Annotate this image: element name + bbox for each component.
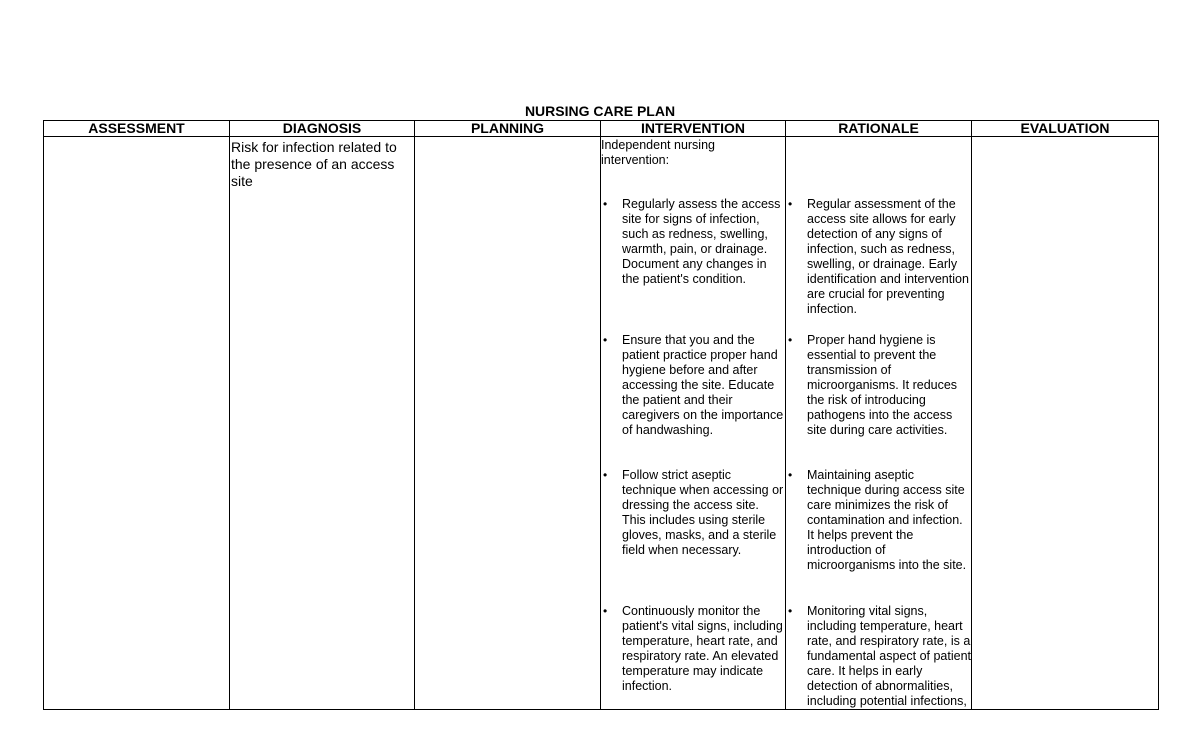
rationale-text: Proper hand hygiene is essential to prevent the transmission of microorganisms. It reduces the risk of introducing pathogens into the access site during care activities. (807, 333, 958, 437)
page-title: NURSING CARE PLAN (524, 103, 676, 119)
rationale-text: Maintaining aseptic technique during access site care minimizes the risk of contamination and infection. It helps prevent the introduction of microorganisms into the site. (807, 468, 967, 572)
header-rationale: RATIONALE (786, 121, 972, 137)
bullet-icon: • (788, 604, 793, 618)
rationale-item (786, 197, 971, 317)
care-plan-table (43, 120, 1159, 710)
header-intervention: INTERVENTION (601, 121, 786, 137)
rationale-text: Monitoring vital signs, including temperature, heart rate, and respiratory rate, is a fundamental aspect of patient care. It helps in early detection of abnormalities, including potential infections, (807, 604, 972, 708)
bullet-icon: • (603, 197, 608, 211)
intervention-item (601, 604, 785, 694)
header-row (44, 121, 1159, 137)
intervention-text: Regularly assess the access site for signs of infection, such as redness, swelling, warmth, pain, or drainage. Document any changes in the patient's condition. (622, 197, 781, 286)
bullet-icon: • (603, 333, 608, 347)
planning-cell (415, 137, 601, 710)
rationale-item (786, 604, 971, 709)
bullet-icon: • (788, 468, 793, 482)
assessment-cell (44, 137, 230, 710)
intervention-text: Follow strict aseptic technique when accessing or dressing the access site. This includes using sterile gloves, masks, and a sterile field when necessary. (622, 468, 784, 557)
evaluation-cell (972, 137, 1159, 710)
header-evaluation: EVALUATION (972, 121, 1159, 137)
header-assessment: ASSESSMENT (44, 121, 230, 137)
bullet-icon: • (788, 333, 793, 347)
intervention-item (601, 468, 785, 558)
bullet-icon: • (603, 604, 608, 618)
rationale-item (786, 468, 971, 573)
intervention-text: Ensure that you and the patient practice proper hand hygiene before and after accessing the site. Educate the patient and their caregivers on the importance of handwashing. (622, 333, 784, 437)
header-diagnosis: DIAGNOSIS (230, 121, 415, 137)
bullet-icon: • (603, 468, 608, 482)
diagnosis-text: Risk for infection related to the presence of an access site (231, 139, 397, 189)
header-planning: PLANNING (415, 121, 601, 137)
rationale-text: Regular assessment of the access site allows for early detection of any signs of infection, such as redness, swelling, or drainage. Early identification and intervention are crucial for preventing infection. (807, 197, 969, 316)
intervention-text: Continuously monitor the patient's vital signs, including temperature, heart rate, and respiratory rate. An elevated temperature may indicate infection. (622, 604, 783, 693)
intervention-item (601, 333, 785, 438)
care-plan-row (44, 137, 1159, 710)
intervention-cell (601, 137, 786, 710)
rationale-cell (786, 137, 972, 710)
bullet-icon: • (788, 197, 793, 211)
intervention-item (601, 197, 785, 287)
intervention-intro: Independent nursing intervention: (601, 138, 715, 167)
diagnosis-cell (230, 137, 415, 710)
rationale-item (786, 333, 971, 438)
